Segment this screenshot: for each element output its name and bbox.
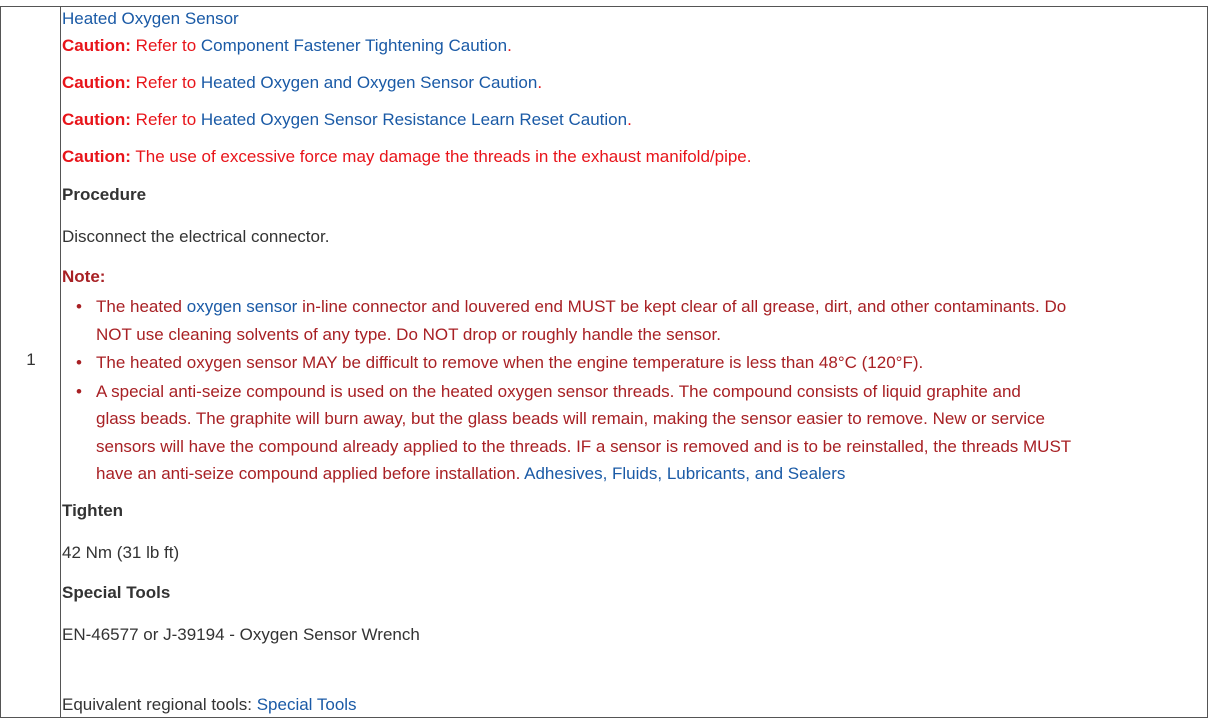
special-tools-link[interactable]: Special Tools: [256, 695, 357, 714]
bullet-icon: •: [76, 297, 82, 316]
adhesives-link[interactable]: Adhesives, Fluids, Lubricants, and Sealers: [524, 464, 846, 483]
bullet-icon: •: [76, 381, 82, 401]
caution-4: [62, 147, 752, 167]
caution-prefix: Refer to: [135, 110, 197, 129]
procedure-table: [0, 6, 1208, 718]
caution-2: [62, 73, 542, 93]
step-number: 1: [26, 350, 36, 369]
caution-1: [62, 36, 512, 56]
caution-link-fastener[interactable]: Component Fastener Tightening Caution: [200, 36, 508, 55]
regional-tools: [62, 695, 357, 715]
caution-3: [62, 110, 632, 130]
note-list: [62, 293, 1208, 489]
note-label: Note:: [62, 267, 106, 286]
caution-label: Caution:: [62, 36, 131, 55]
tighten-heading: Tighten: [62, 501, 124, 520]
caution-link-oxygen-sensor[interactable]: Heated Oxygen and Oxygen Sensor Caution: [200, 73, 538, 92]
torque-value: 42 Nm (31 lb ft): [62, 543, 180, 562]
bullet-icon: •: [76, 353, 82, 372]
caution-prefix: Refer to: [135, 36, 197, 55]
special-tools-heading: Special Tools: [62, 583, 171, 602]
step-number-column: [1, 7, 61, 717]
regional-tools-label: Equivalent regional tools:: [62, 695, 252, 714]
caution-suffix: .: [507, 36, 512, 55]
note-item-2: • The heated oxygen sensor MAY be difficult to remove when the engine temperature is less than 48°C (120°F).: [62, 349, 1208, 377]
title-link[interactable]: Heated Oxygen Sensor: [62, 9, 239, 28]
caution-label: Caution:: [62, 147, 131, 166]
note-item-1: • The heated oxygen sensor in-line connector and louvered end MUST be kept clear of all grease, dirt, and other contaminants. Do NOT use cleaning solvents of any type. Do NOT drop or roughly handle the sensor.: [62, 293, 1208, 348]
procedure-text: Disconnect the electrical connector.: [62, 227, 330, 246]
caution-suffix: .: [627, 110, 632, 129]
caution-link-resistance-learn[interactable]: Heated Oxygen Sensor Resistance Learn Reset Caution: [200, 110, 628, 129]
caution-suffix: .: [537, 73, 543, 92]
caution-label: Caution:: [62, 110, 131, 129]
step-content: [62, 7, 1207, 717]
oxygen-sensor-link[interactable]: oxygen sensor: [186, 297, 298, 316]
caution-text: The use of excessive force may damage the threads in the exhaust manifold/pipe.: [135, 147, 752, 166]
procedure-heading: Procedure: [62, 185, 147, 204]
caution-label: Caution:: [62, 73, 131, 92]
tool-description: EN-46577 or J-39194 - Oxygen Sensor Wrench: [62, 625, 420, 644]
note-item-3: • A special anti-seize compound is used on the heated oxygen sensor threads. The compound consists of liquid graphite and glass beads. The graphite will burn away, but the glass beads will remain, making the sensor easier to remove. New or service sensors will have the compound already applied to the threads. IF a sensor is removed and is to be reinstalled, the threads MUST have an anti-seize compound applied before installation. Adhesives, Fluids, Lubricants, and Sealers: [62, 378, 1208, 488]
caution-prefix: Refer to: [135, 73, 197, 92]
